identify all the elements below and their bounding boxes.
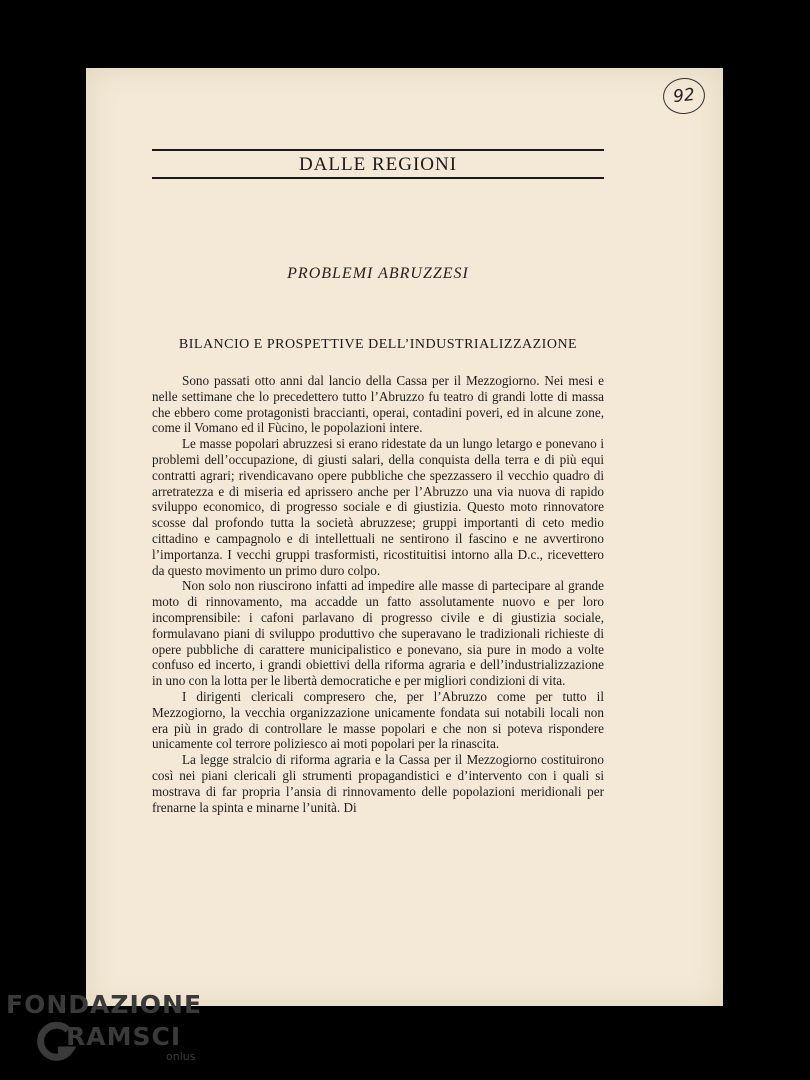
article-subtitle: BILANCIO E PROSPETTIVE DELL’INDUSTRIALIZZAZIONE [178,337,578,352]
article-body [152,373,604,815]
paragraph: Sono passati otto anni dal lancio della Cassa per il Mezzogiorno. Nei mesi e nelle settimane che lo precedettero tutto l’Abruzzo fu teatro di grandi lotte di massa che ebbero come protagonisti braccianti, operai, contadini poveri, ed in alcune zone, come il Vomano ed il Fùcino, le popolazioni intere. [152,373,604,436]
document-page [86,68,723,1006]
watermark-suffix: onlus [166,1050,196,1063]
article-title: PROBLEMI ABRUZZESI [287,265,469,282]
paragraph: I dirigenti clericali compresero che, per l’Abruzzo come per tutto il Mezzogiorno, la vecchia organizzazione unicamente fondata sui notabili locali non era più in grado di controllare le masse popolari e che non si poteva rispondere unicamente col terrore poliziesco ai moti popolari per la rinascita. [152,688,604,752]
paragraph: Le masse popolari abruzzesi si erano ridestate da un lungo letargo e ponevano i problemi dell’occupazione, di giusti salari, della conquista della terra e di più equi contratti agrari; rivendicavano opere pubbliche che spezzassero il vecchio quadro di arretratezza e di miseria ed aprissero anche per l’Abruzzo una via nuova di rapido sviluppo economico, di progresso sociale e di giustizia. Questo moto rinnovatore scosse dal profondo tutta la società abruzzese; gruppi importanti di ceto medio cittadino e campagnolo e di intellettuali ne sentirono il fascino e ne avvertirono l’importanza. I vecchi gruppi trasformisti, ricostituitisi intorno alla D.c., ricevettero da questo movimento un primo duro colpo. [152,436,604,578]
watermark-line2: RAMSCI [66,1022,182,1051]
paragraph: Non solo non riuscirono infatti ad impedire alle masse di partecipare al grande moto di rinnovamento, ma accadde un fatto assolutamente nuovo e per loro incomprensibile: i cafoni parlavano di progresso civile e di giustizia sociale, formulavano piani di sviluppo produttivo che superavano le tradizionali richieste di opere pubbliche di carattere municipalistico e ponevano, sia pure in modo a volte confuso ed incerto, i grandi obiettivi della riforma agraria e dell’industrializzazione in uno con la lotta per le libertà democratiche e per migliori condizioni di vita. [152,578,604,689]
watermark-logo [6,990,206,1076]
page-number: 92 [661,76,707,116]
header-rule-bottom [152,177,604,179]
section-header: DALLE REGIONI [298,154,458,175]
header-rule-top [152,149,604,151]
paragraph: La legge stralcio di riforma agraria e la Cassa per il Mezzogiorno costituirono così nei piani clericali gli strumenti propagandistici e d’intervento con i quali si mostrava di far propria l’ansia di rinnovamento delle popolazioni meridionali per frenarne la spinta e minarne l’unità. Di [152,752,604,815]
watermark-line1: FONDAZIONE [6,990,203,1019]
